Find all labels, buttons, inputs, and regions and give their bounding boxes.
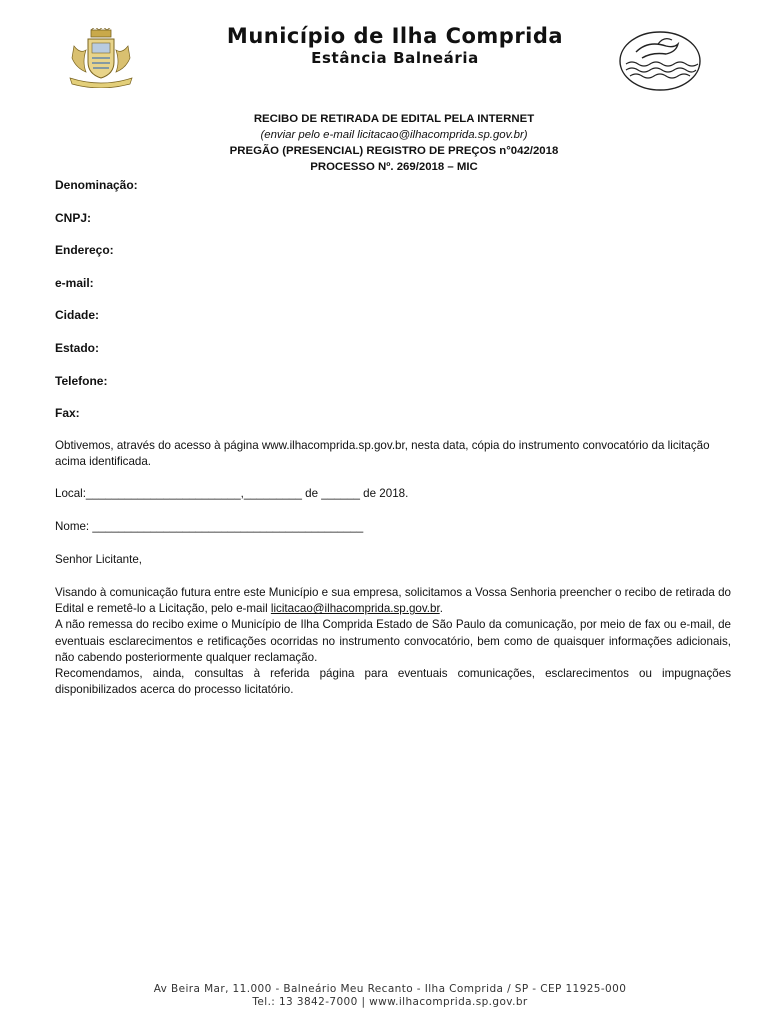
- local-date-line: Local:________________________,_________ de ______ de 2018.: [55, 487, 409, 500]
- heading-processo: PROCESSO Nº. 269/2018 – MIC: [310, 161, 478, 173]
- field-estado: Estado:: [55, 340, 100, 355]
- instructions-paragraph-3: Recomendamos, ainda, consultas à referida página para eventuais comunicações, esclarecimentos ou impugnações disponibilizados acerca do processo licitatório.: [55, 667, 731, 697]
- field-endereco: Endereço:: [55, 243, 114, 258]
- heading-pregao: PREGÃO (PRESENCIAL) REGISTRO DE PREÇOS n°042/2018: [229, 145, 559, 157]
- instructions-paragraph-1: [55, 585, 731, 617]
- instructions-p1-text: Visando à comunicação futura entre este Município e sua empresa, solicitamos a Vossa Senhoria preencher o recibo de retirada do Edital e remetê-lo a Licitação, pelo e-mail: [55, 586, 731, 616]
- name-line: Nome: __________________________________________: [55, 520, 364, 533]
- instructions-paragraph-2: A não remessa do recibo exime o Município de Ilha Comprida Estado de São Paulo da comunicação, por meio de fax ou e-mail, de eventuais esclarecimentos e retificações ocorridas no instrumento convocatório, bem como de quaisquer informações adicionais, não cabendo posteriormente qualquer reclamação.: [55, 618, 731, 664]
- document-heading: [150, 111, 638, 175]
- field-fax: Fax:: [55, 406, 80, 421]
- field-denominacao: Denominação:: [55, 178, 138, 192]
- instructions-text: [55, 585, 731, 698]
- greeting: Senhor Licitante,: [55, 553, 143, 566]
- municipality-title: Município de Ilha Comprida: [226, 24, 564, 48]
- footer-address: Av Beira Mar, 11.000 - Balneário Meu Recanto - Ilha Comprida / SP - CEP 11925-000: [153, 983, 627, 995]
- licitacao-email-link[interactable]: licitacao@ilhacomprida.sp.gov.br: [270, 602, 440, 616]
- coat-of-arms-icon: [66, 28, 136, 88]
- municipality-subtitle: Estância Balneária: [311, 49, 479, 67]
- field-email: e-mail:: [55, 275, 94, 290]
- paragraph-acquisition: Obtivemos, através do acesso à página www.ilhacomprida.sp.gov.br, nesta data, cópia do instrumento convocatório da licitação acima identificada.: [55, 439, 710, 469]
- form-fields: [55, 177, 715, 438]
- field-telefone: Telefone:: [55, 373, 108, 388]
- instructions-p1-end: .: [439, 602, 443, 616]
- letterhead-footer: [80, 983, 700, 1009]
- ilha-comprida-logo-icon: [618, 30, 702, 92]
- heading-email-note: (enviar pelo e-mail licitacao@ilhacomprida.sp.gov.br): [260, 129, 528, 141]
- field-cnpj: CNPJ:: [55, 210, 92, 225]
- letterhead: [0, 22, 770, 92]
- footer-contact: Tel.: 13 3842-7000 | www.ilhacomprida.sp.gov.br: [252, 996, 528, 1008]
- heading-receipt-title: RECIBO DE RETIRADA DE EDITAL PELA INTERNET: [253, 113, 535, 125]
- field-cidade: Cidade:: [55, 308, 100, 323]
